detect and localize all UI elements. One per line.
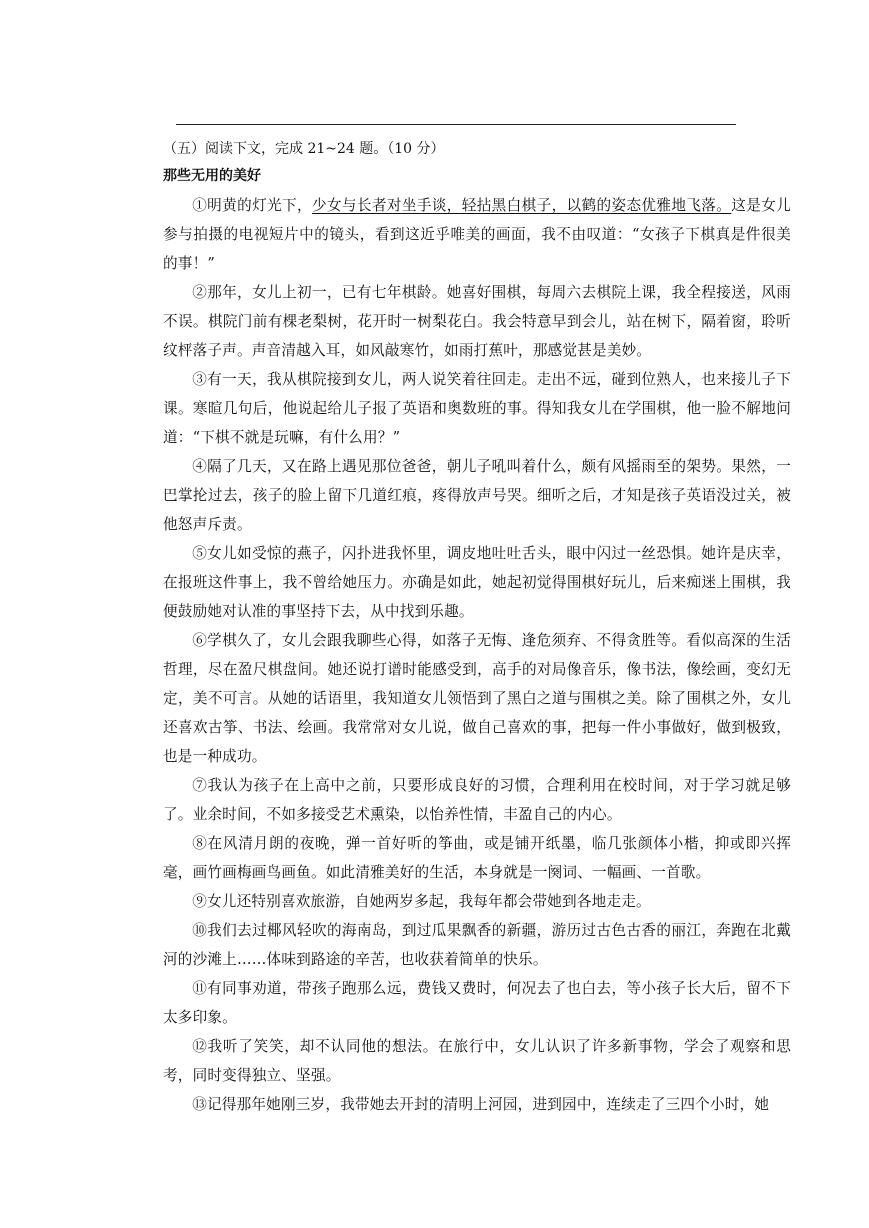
paragraph-7: ⑦我认为孩子在上高中之前，只要形成良好的习惯，合理利用在校时间，对于学习就足够了。业余时间，不如多接受艺术熏染，以怡养性情，丰盈自己的内心。: [163, 777, 791, 823]
paragraph-4: ④隔了几天，又在路上遇见那位爸爸，朝儿子吼叫着什么，颇有风摇雨至的架势。果然，一巴掌抡过去，孩子的脸上留下几道红痕，疼得放声号哭。细听之后，才知是孩子英语没过关，被他怒声斥责。: [163, 458, 791, 533]
article-title: 那些无用的美好: [163, 168, 261, 184]
paragraph-13: ⑬记得那年她刚三岁，我带她去开封的清明上河园，进到园中，连续走了三四个小时，她: [192, 1096, 770, 1113]
paragraph-11: ⑪有同事劝道，带孩子跑那么远，费钱又费时，何况去了也白去，等小孩子长大后，留不下太多印象。: [163, 980, 791, 1026]
paragraph-1-lead: ①明黄的灯光下，: [192, 197, 312, 214]
paragraph-1: [163, 191, 791, 278]
section-heading: （五）阅读下文，完成 21~24 题。（10 分）: [163, 141, 445, 157]
paragraph-10: ⑩我们去过椰风轻吹的海南岛，到过瓜果飘香的新疆，游历过古色古香的丽江，奔跑在北戴河的沙滩上……体味到路途的辛苦，也收获着简单的快乐。: [163, 922, 791, 968]
paragraph-12: ⑫我听了笑笑，却不认同他的想法。在旅行中，女儿认识了许多新事物，学会了观察和思考，同时变得独立、坚强。: [163, 1038, 791, 1084]
underlined-sentence: 少女与长者对坐手谈，轻拈黑白棋子，以鹤的姿态优雅地飞落。: [311, 197, 732, 214]
paragraph-9: ⑨女儿还特别喜欢旅游，自她两岁多起，我每年都会带她到各地走走。: [192, 893, 651, 910]
header-rule: [176, 124, 736, 125]
paragraph-2: ②那年，女儿上初一，已有七年棋龄。她喜好围棋，每周六去棋院上课，我全程接送，风雨不误。棋院门前有棵老梨树，花开时一树梨花白。我会特意早到会儿，站在树下，隔着窗，聆听纹枰落子声。声音清越入耳，如风敲寒竹，如雨打蕉叶，那感觉甚是美妙。: [163, 284, 791, 359]
paragraph-1-rest: 这是女儿参与拍摄的电视短片中的镜头，看到这近乎唯美的画面，我不由叹道：“女孩子下棋真是件很美的事！”: [163, 197, 791, 272]
paragraph-8: ⑧在风清月朗的夜晚，弹一首好听的筝曲，或是铺开纸墨，临几张颜体小楷，抑或即兴挥毫，画竹画梅画鸟画鱼。如此清雅美好的生活，本身就是一阕词、一幅画、一首歌。: [163, 835, 791, 881]
document-content: [163, 138, 791, 1119]
paragraph-5: ⑤女儿如受惊的燕子，闪扑进我怀里，调皮地吐吐舌头，眼中闪过一丝恐惧。她许是庆幸，在报班这件事上，我不曾给她压力。亦确是如此，她起初觉得围棋好玩儿，后来痴迷上围棋，我便鼓励她对认准的事坚持下去，从中找到乐趣。: [163, 545, 791, 620]
paragraph-6: ⑥学棋久了，女儿会跟我聊些心得，如落子无悔、逢危须弃、不得贪胜等。看似高深的生活哲理，尽在盈尺棋盘间。她还说打谱时能感受到，高手的对局像音乐，像书法，像绘画，变幻无定，美不可言。从她的话语里，我知道女儿领悟到了黑白之道与围棋之美。除了围棋之外，女儿还喜欢古筝、书法、绘画。我常常对女儿说，做自己喜欢的事，把每一件小事做好，做到极致，也是一种成功。: [163, 632, 791, 765]
paragraph-3: ③有一天，我从棋院接到女儿，两人说笑着往回走。走出不远，碰到位熟人，也来接儿子下课。寒暄几句后，他说起给儿子报了英语和奥数班的事。得知我女儿在学围棋，他一脸不解地问道：“下棋不就是玩嘛，有什么用？”: [163, 371, 791, 446]
